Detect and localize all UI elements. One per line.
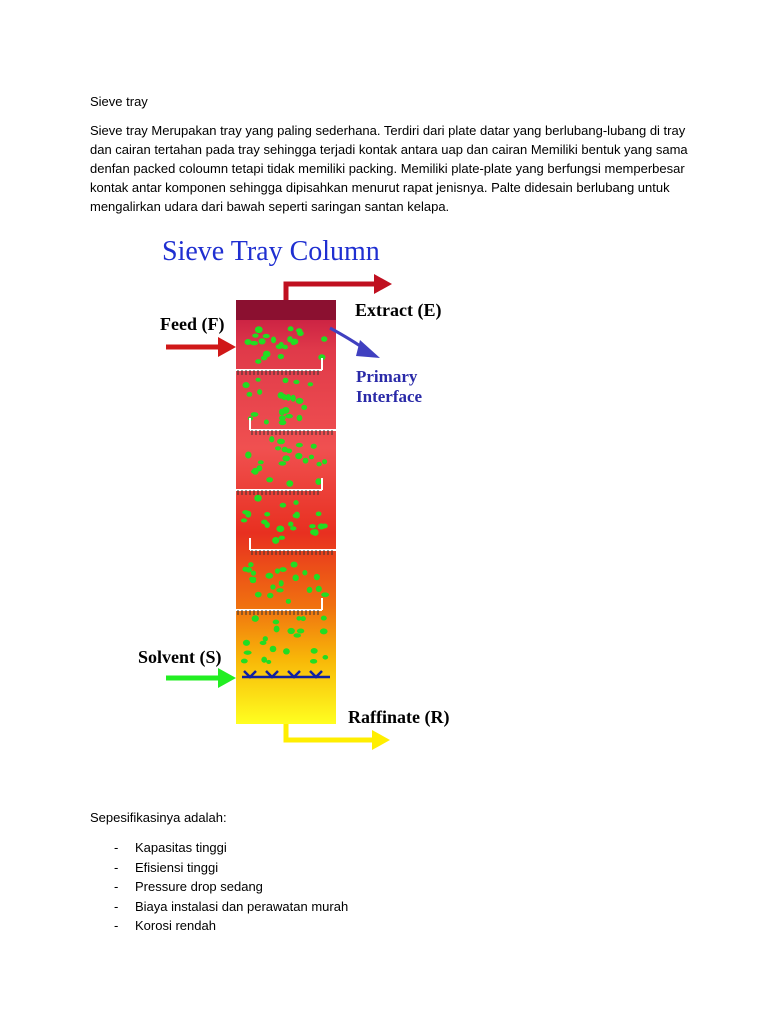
droplet: [271, 337, 276, 344]
bullet-dash: -: [114, 859, 119, 875]
bullet-dash: -: [114, 879, 119, 894]
droplet: [286, 599, 291, 604]
droplet: [255, 359, 261, 364]
droplet: [291, 339, 298, 345]
droplet: [276, 526, 284, 533]
droplet: [285, 414, 293, 418]
droplet: [314, 574, 320, 580]
droplet: [280, 503, 286, 508]
solvent-label: Solvent (S): [138, 647, 222, 667]
droplet: [311, 648, 318, 654]
droplet: [296, 443, 303, 448]
droplet: [320, 628, 328, 634]
droplet: [255, 592, 262, 598]
droplet: [258, 460, 264, 464]
droplet: [264, 512, 270, 516]
specification-item-text: Korosi rendah: [135, 918, 216, 933]
droplet: [248, 562, 253, 567]
droplet: [293, 380, 299, 384]
droplet: [283, 378, 289, 383]
droplet: [270, 646, 277, 652]
droplet: [266, 477, 273, 482]
droplet: [256, 378, 261, 382]
droplet: [301, 405, 307, 410]
specification-item: [90, 838, 348, 858]
droplet: [288, 522, 293, 527]
droplet: [251, 412, 259, 417]
droplet: [293, 500, 298, 505]
droplet: [241, 659, 248, 664]
droplet: [276, 588, 283, 592]
solvent-arrow: [166, 668, 236, 688]
droplet: [254, 495, 262, 502]
droplet: [321, 336, 327, 341]
droplet: [267, 593, 273, 599]
raffinate-arrow: [286, 724, 390, 750]
droplet: [245, 451, 251, 458]
droplet: [283, 648, 290, 654]
droplet: [279, 420, 287, 425]
specification-item-text: Efisiensi tinggi: [135, 859, 219, 875]
droplet: [295, 453, 302, 459]
droplet: [309, 455, 314, 460]
body-paragraph: Sieve tray Merupakan tray yang paling sederhana. Terdiri dari plate datar yang berlubang-lubang di tray dan cairan tertahan pada tray sehingga terjadi kontak antara uap dan cairan Memiliki bentuk yang sama denfan packed coloumn tetapi tidak memiliki packing. Memiliki plate-plate yang berfungsi memperbesar kontak antar komponen sehingga dipisahkan menurut rapat jenisnya. Palte didesain berlubang untuk mengalirkan udara dari bawah seperti saringan santan kelapa.: [90, 123, 688, 214]
droplet: [247, 392, 253, 397]
droplet: [297, 415, 303, 421]
droplet: [294, 512, 300, 519]
droplet: [279, 580, 284, 586]
bullet-dash: -: [114, 898, 119, 914]
droplet: [279, 567, 286, 572]
droplet: [242, 382, 249, 388]
specification-item-text: Kapasitas tinggi: [135, 840, 227, 855]
specification-item: [90, 897, 348, 917]
bullet-dash: -: [114, 918, 119, 933]
droplet: [263, 334, 270, 338]
specification-list: [90, 838, 348, 936]
droplet: [308, 382, 313, 386]
droplet: [276, 344, 283, 349]
droplet: [261, 520, 268, 525]
diagram-title: Sieve Tray Column: [162, 236, 380, 267]
specification-item: [90, 877, 348, 897]
droplet: [255, 326, 263, 333]
droplet: [275, 568, 280, 573]
droplet: [259, 338, 266, 344]
droplet: [251, 570, 256, 575]
raffinate-label: Raffinate (R): [348, 707, 450, 727]
droplet: [244, 650, 252, 654]
droplet: [277, 439, 285, 445]
bullet-dash: -: [114, 840, 119, 855]
sieve-tray-diagram: [130, 232, 490, 762]
droplet: [292, 575, 298, 582]
droplet: [286, 394, 291, 401]
droplet: [315, 478, 321, 485]
droplet: [321, 616, 327, 621]
droplet: [274, 626, 280, 633]
droplet: [272, 537, 279, 544]
droplet: [311, 444, 317, 449]
section-heading: Sieve tray: [90, 94, 148, 109]
droplet: [249, 577, 256, 581]
droplet: [278, 461, 286, 465]
droplet: [316, 462, 321, 466]
droplet: [279, 536, 285, 540]
droplet: [322, 459, 327, 464]
droplet: [287, 628, 294, 634]
droplet: [243, 640, 250, 646]
droplet: [296, 398, 304, 404]
droplet: [307, 587, 313, 593]
droplet: [316, 511, 322, 516]
droplet: [310, 659, 317, 664]
specification-item-text: Pressure drop sedang: [135, 879, 263, 894]
primary-interface-arrow: [330, 328, 380, 358]
droplet: [244, 339, 251, 345]
droplet: [297, 331, 304, 336]
droplet: [275, 446, 281, 450]
droplet: [290, 526, 296, 530]
droplet: [291, 562, 298, 568]
droplet: [265, 573, 273, 579]
droplet: [303, 458, 309, 464]
droplet: [252, 615, 259, 622]
droplet: [322, 524, 328, 529]
droplet: [246, 567, 252, 573]
primary-interface-label-line1: Primary: [356, 367, 418, 386]
primary-interface-label-line2: Interface: [356, 387, 423, 406]
droplet: [293, 633, 301, 637]
droplet: [321, 592, 329, 597]
column-top-band: [236, 300, 336, 320]
specification-item: [90, 858, 348, 878]
droplet: [309, 524, 316, 528]
feed-arrow: [166, 337, 236, 357]
droplet: [273, 620, 280, 625]
specification-item-text: Biaya instalasi dan perawatan murah: [135, 898, 349, 914]
droplet: [278, 354, 284, 359]
droplet: [302, 570, 307, 575]
feed-label: Feed (F): [160, 314, 225, 334]
droplet: [288, 326, 294, 331]
droplet: [252, 333, 258, 337]
specification-title: Sepesifikasinya adalah:: [90, 810, 227, 825]
droplet: [286, 448, 292, 453]
droplet: [322, 655, 328, 660]
droplet: [242, 510, 249, 514]
droplet: [241, 518, 247, 522]
droplet: [278, 392, 285, 399]
droplet: [316, 586, 322, 592]
droplet: [291, 395, 296, 402]
extract-arrow: [286, 274, 392, 300]
droplet: [297, 629, 304, 634]
droplet: [257, 389, 262, 395]
droplet: [270, 584, 275, 589]
droplet: [252, 468, 259, 475]
extract-label: Extract (E): [355, 300, 442, 320]
droplet: [282, 407, 289, 414]
specification-item: [90, 916, 348, 936]
droplet: [261, 657, 267, 663]
droplet: [263, 351, 271, 358]
droplet: [300, 616, 305, 621]
droplet: [312, 529, 319, 536]
droplet: [269, 436, 274, 442]
droplet: [266, 660, 271, 664]
droplet: [264, 419, 269, 424]
droplet: [263, 636, 268, 641]
droplet: [282, 455, 290, 461]
droplet: [286, 480, 293, 486]
